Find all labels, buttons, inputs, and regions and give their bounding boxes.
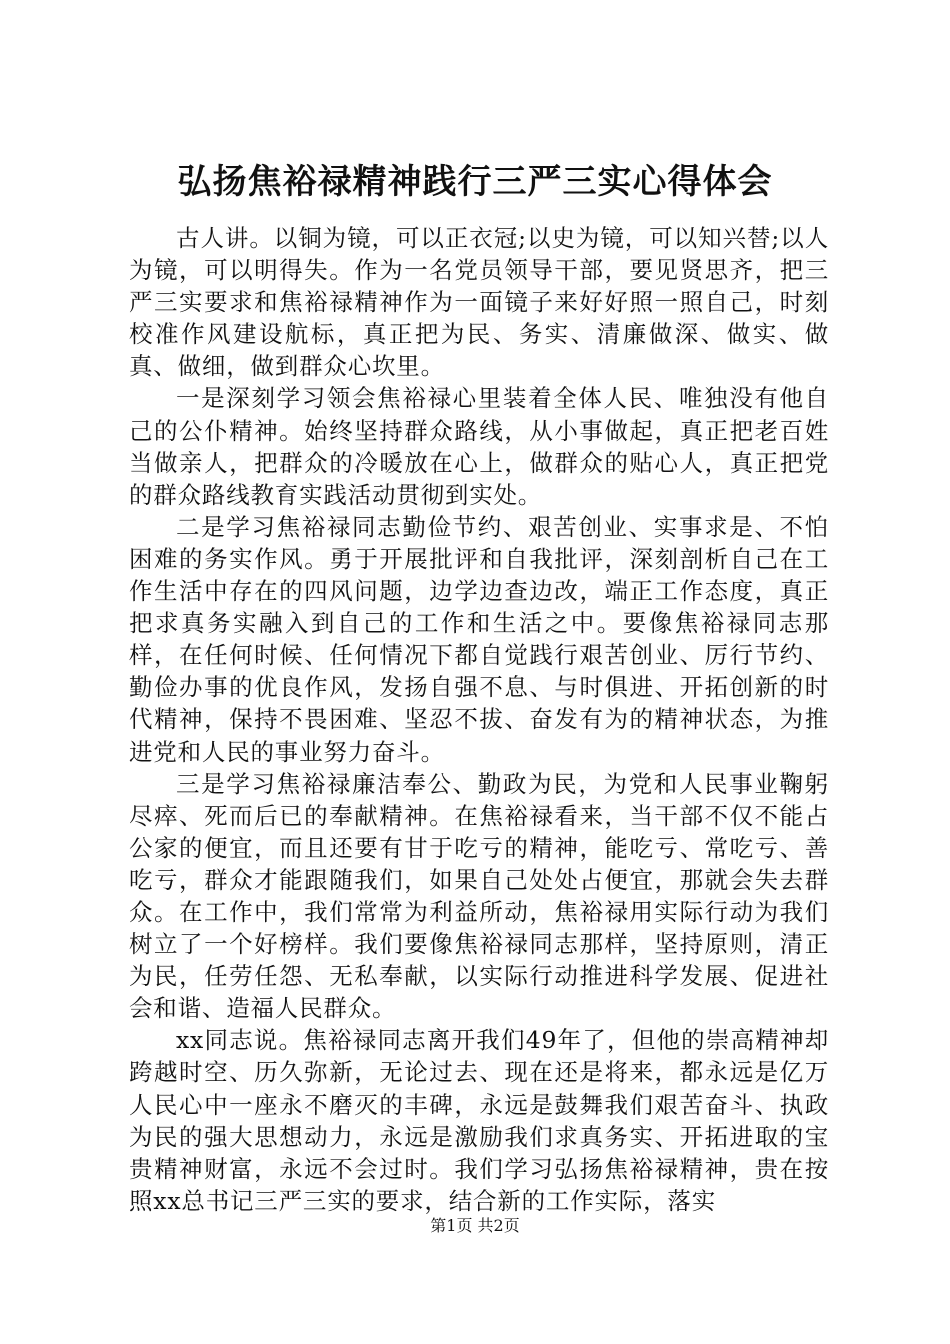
document-body (129, 222, 829, 1217)
paragraph-point-three: 三是学习焦裕禄廉洁奉公、勤政为民，为党和人民事业鞠躬尽瘁、死而后已的奉献精神。在焦裕禄看来，当干部不仅不能占公家的便宜，而且还要有甘于吃亏的精神，能吃亏、常吃亏、善吃亏，群众才能跟随我们，如果自己处处占便宜，那就会失去群众。在工作中，我们常常为利益所动，焦裕禄用实际行动为我们树立了一个好榜样。我们要像焦裕禄同志那样，坚持原则，清正为民，任劳任怨、无私奉献，以实际行动推进科学发展、促进社会和谐、造福人民群众。 (129, 769, 829, 1023)
paragraph-point-one: 一是深刻学习领会焦裕禄心里装着全体人民、唯独没有他自己的公仆精神。始终坚持群众路线，从小事做起，真正把老百姓当做亲人，把群众的冷暖放在心上，做群众的贴心人，真正把党的群众路线教育实践活动贯彻到实处。 (129, 384, 829, 509)
document-title: 弘扬焦裕禄精神践行三严三实心得体会 (177, 162, 773, 202)
paragraph-intro: 古人讲。以铜为镜，可以正衣冠;以史为镜，可以知兴替;以人为镜，可以明得失。作为一名党员领导干部，要见贤思齐，把三严三实要求和焦裕禄精神作为一面镜子来好好照一照自己，时刻校准作风建设航标，真正把为民、务实、清廉做深、做实、做真、做细，做到群众心坎里。 (129, 224, 829, 381)
paragraph-point-two: 二是学习焦裕禄同志勤俭节约、艰苦创业、实事求是、不怕困难的务实作风。勇于开展批评和自我批评，深刻剖析自己在工作生活中存在的四风问题，边学边查边改，端正工作态度，真正把求真务实融入到自己的工作和生活之中。要像焦裕禄同志那样，在任何时候、任何情况下都自觉践行艰苦创业、厉行节约、勤俭办事的优良作风，发扬自强不息、与时俱进、开拓创新的时代精神，保持不畏困难、坚忍不拔、奋发有为的精神状态，为推进党和人民的事业努力奋斗。 (129, 512, 829, 766)
page-number-footer: 第1页 共2页 (430, 1216, 520, 1235)
paragraph-closing: xx同志说。焦裕禄同志离开我们49年了，但他的崇高精神却跨越时空、历久弥新，无论过去、现在还是将来，都永远是亿万人民心中一座永不磨灭的丰碑，永远是鼓舞我们艰苦奋斗、执政为民的强大思想动力，永远是激励我们求真务实、开拓进取的宝贵精神财富，永远不会过时。我们学习弘扬焦裕禄精神，贵在按照xx总书记三严三实的要求，结合新的工作实际，落实 (129, 1026, 829, 1215)
